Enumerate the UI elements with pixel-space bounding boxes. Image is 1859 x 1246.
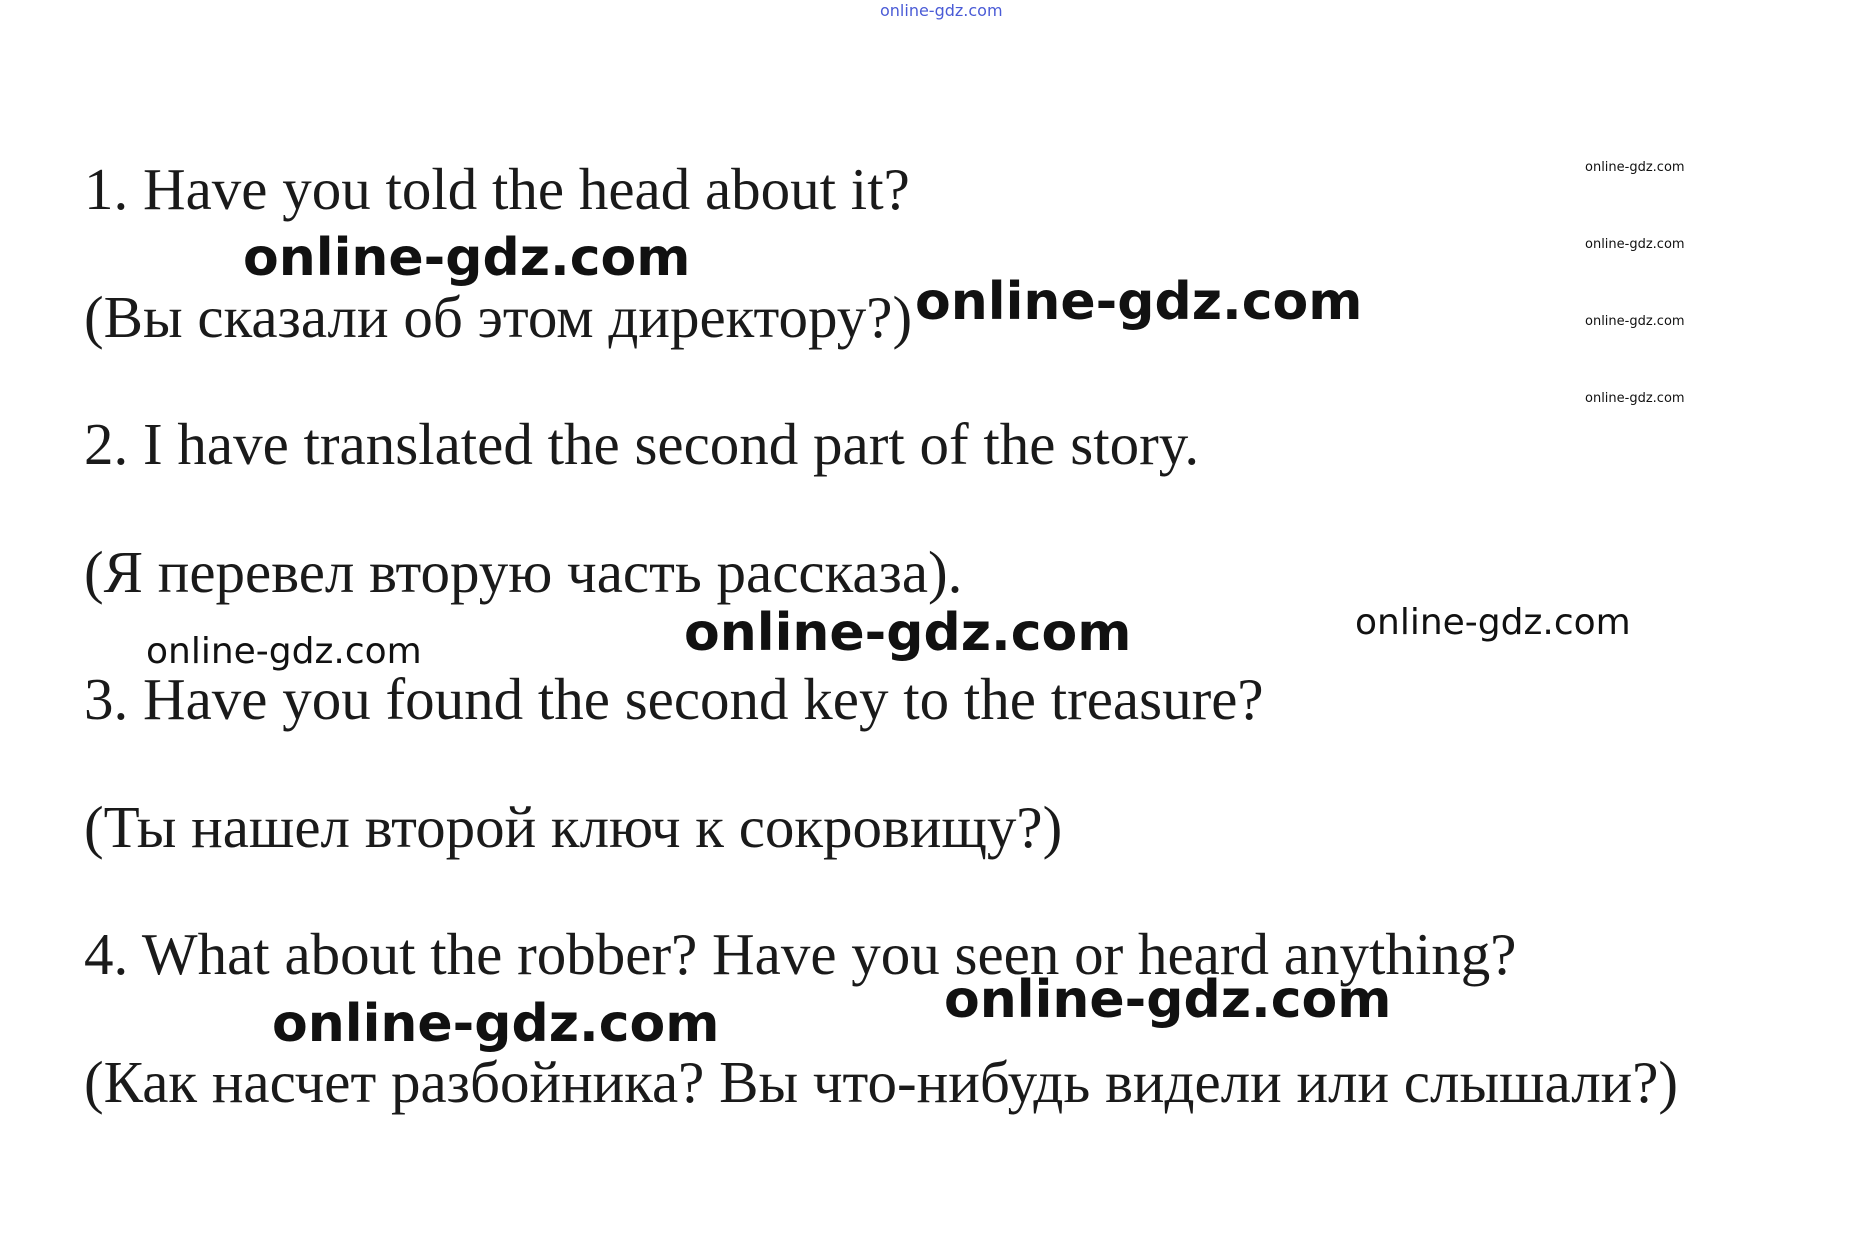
sentence-2-english: 2. I have translated the second part of the story.: [84, 411, 1200, 477]
watermark-medium-1: online-gdz.com: [1355, 602, 1631, 643]
sentence-4-english: 4. What about the robber? Have you seen or heard anything?: [84, 921, 1517, 987]
watermark-large-4: online-gdz.com: [944, 970, 1392, 1030]
watermark-small-4: online-gdz.com: [1585, 391, 1685, 406]
watermark-large-2: online-gdz.com: [915, 272, 1363, 332]
sentence-3-english: 3. Have you found the second key to the treasure?: [84, 666, 1264, 732]
watermark-small-1: online-gdz.com: [1585, 160, 1685, 175]
watermark-large-1: online-gdz.com: [243, 228, 691, 288]
watermark-top: online-gdz.com: [880, 1, 1003, 20]
sentence-1-russian: (Вы сказали об этом директору?): [84, 284, 913, 350]
watermark-small-3: online-gdz.com: [1585, 314, 1685, 329]
sentence-2-russian: (Я перевел вторую часть рассказа).: [84, 539, 963, 605]
watermark-medium-2: online-gdz.com: [146, 631, 422, 672]
watermark-large-3: online-gdz.com: [684, 603, 1132, 663]
sentence-1-english: 1. Have you told the head about it?: [84, 156, 910, 222]
sentence-3-russian: (Ты нашел второй ключ к сокровищу?): [84, 794, 1063, 860]
watermark-large-5: online-gdz.com: [272, 994, 720, 1054]
watermark-small-2: online-gdz.com: [1585, 237, 1685, 252]
sentence-4-russian: (Как насчет разбойника? Вы что-нибудь видели или слышали?): [84, 1049, 1679, 1115]
